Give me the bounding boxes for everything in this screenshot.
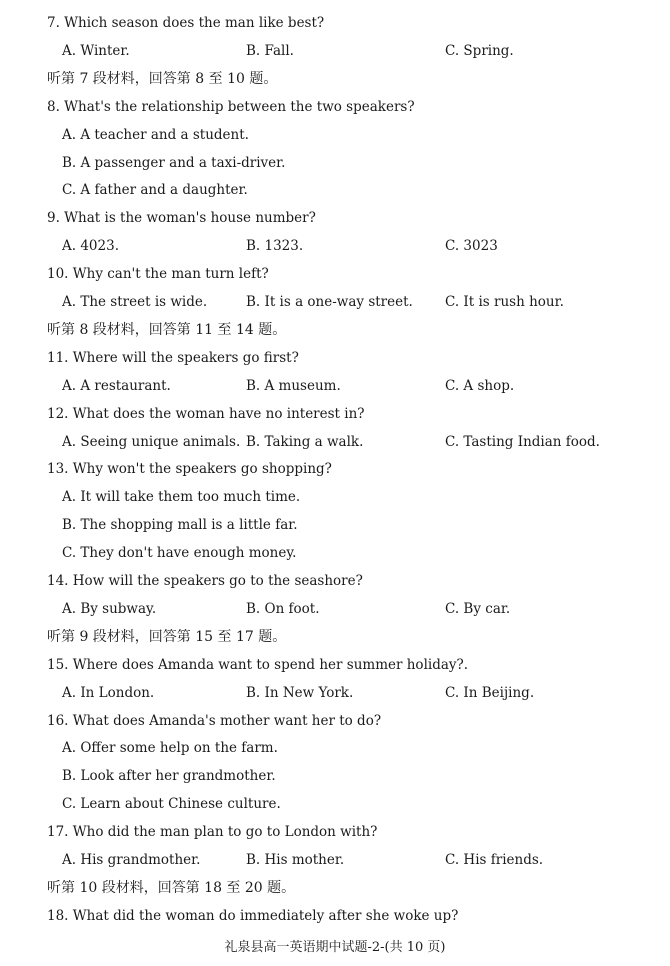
answer-option: C. A father and a daughter. (62, 182, 248, 198)
question-stem: 18. What did the woman do immediately after she woke up? (47, 908, 459, 924)
answer-option: C. A shop. (445, 378, 515, 394)
section-instruction: 听第 10 段材料，回答第 18 至 20 题。 (47, 880, 296, 896)
question-stem: 11. Where will the speakers go first? (47, 350, 299, 366)
answer-option: B. On foot. (246, 601, 320, 617)
section-instruction: 听第 9 段材料，回答第 15 至 17 题。 (47, 629, 287, 645)
section-instruction: 听第 7 段材料，回答第 8 至 10 题。 (47, 71, 278, 87)
answer-option: B. Taking a walk. (246, 434, 364, 450)
answer-option: A. A restaurant. (62, 378, 171, 394)
answer-option: B. It is a one-way street. (246, 294, 413, 310)
answer-option: C. In Beijing. (445, 685, 535, 701)
answer-option: A. Offer some help on the farm. (62, 740, 278, 756)
answer-option: C. His friends. (445, 852, 544, 868)
answer-option: B. In New York. (246, 685, 354, 701)
question-stem: 9. What is the woman's house number? (47, 210, 316, 226)
answer-option: B. The shopping mall is a little far. (62, 517, 298, 533)
answer-option: C. Spring. (445, 43, 514, 59)
question-stem: 8. What's the relationship between the two speakers? (47, 99, 415, 115)
answer-option: B. His mother. (246, 852, 345, 868)
answer-option: C. They don't have enough money. (62, 545, 297, 561)
answer-option: A. The street is wide. (62, 294, 208, 310)
answer-option: A. Winter. (62, 43, 130, 59)
question-stem: 10. Why can't the man turn left? (47, 266, 269, 282)
answer-option: B. A passenger and a taxi-driver. (62, 155, 286, 171)
answer-option: A. His grandmother. (62, 852, 201, 868)
answer-option: B. 1323. (246, 238, 304, 254)
question-stem: 12. What does the woman have no interest in? (47, 406, 365, 422)
answer-option: C. Tasting Indian food. (445, 434, 600, 450)
question-stem: 16. What does Amanda's mother want her to do? (47, 713, 382, 729)
question-stem: 14. How will the speakers go to the seashore? (47, 573, 363, 589)
answer-option: C. It is rush hour. (445, 294, 564, 310)
answer-option: B. Fall. (246, 43, 294, 59)
answer-option: C. Learn about Chinese culture. (62, 796, 281, 812)
question-stem: 17. Who did the man plan to go to London with? (47, 824, 378, 840)
question-stem: 13. Why won't the speakers go shopping? (47, 461, 332, 477)
answer-option: B. A museum. (246, 378, 341, 394)
answer-option: A. 4023. (62, 238, 119, 254)
answer-option: B. Look after her grandmother. (62, 768, 276, 784)
answer-option: A. A teacher and a student. (62, 127, 249, 143)
question-stem: 15. Where does Amanda want to spend her summer holiday?. (47, 657, 469, 673)
answer-option: A. In London. (62, 685, 155, 701)
answer-option: A. Seeing unique animals. (62, 434, 241, 450)
section-instruction: 听第 8 段材料，回答第 11 至 14 题。 (47, 322, 287, 338)
answer-option: C. By car. (445, 601, 511, 617)
answer-option: A. By subway. (62, 601, 157, 617)
page-footer: 礼泉县高一英语期中试题-2-(共 10 页) (224, 940, 446, 955)
answer-option: A. It will take them too much time. (62, 489, 301, 505)
answer-option: C. 3023 (445, 238, 498, 254)
question-stem: 7. Which season does the man like best? (47, 15, 325, 31)
